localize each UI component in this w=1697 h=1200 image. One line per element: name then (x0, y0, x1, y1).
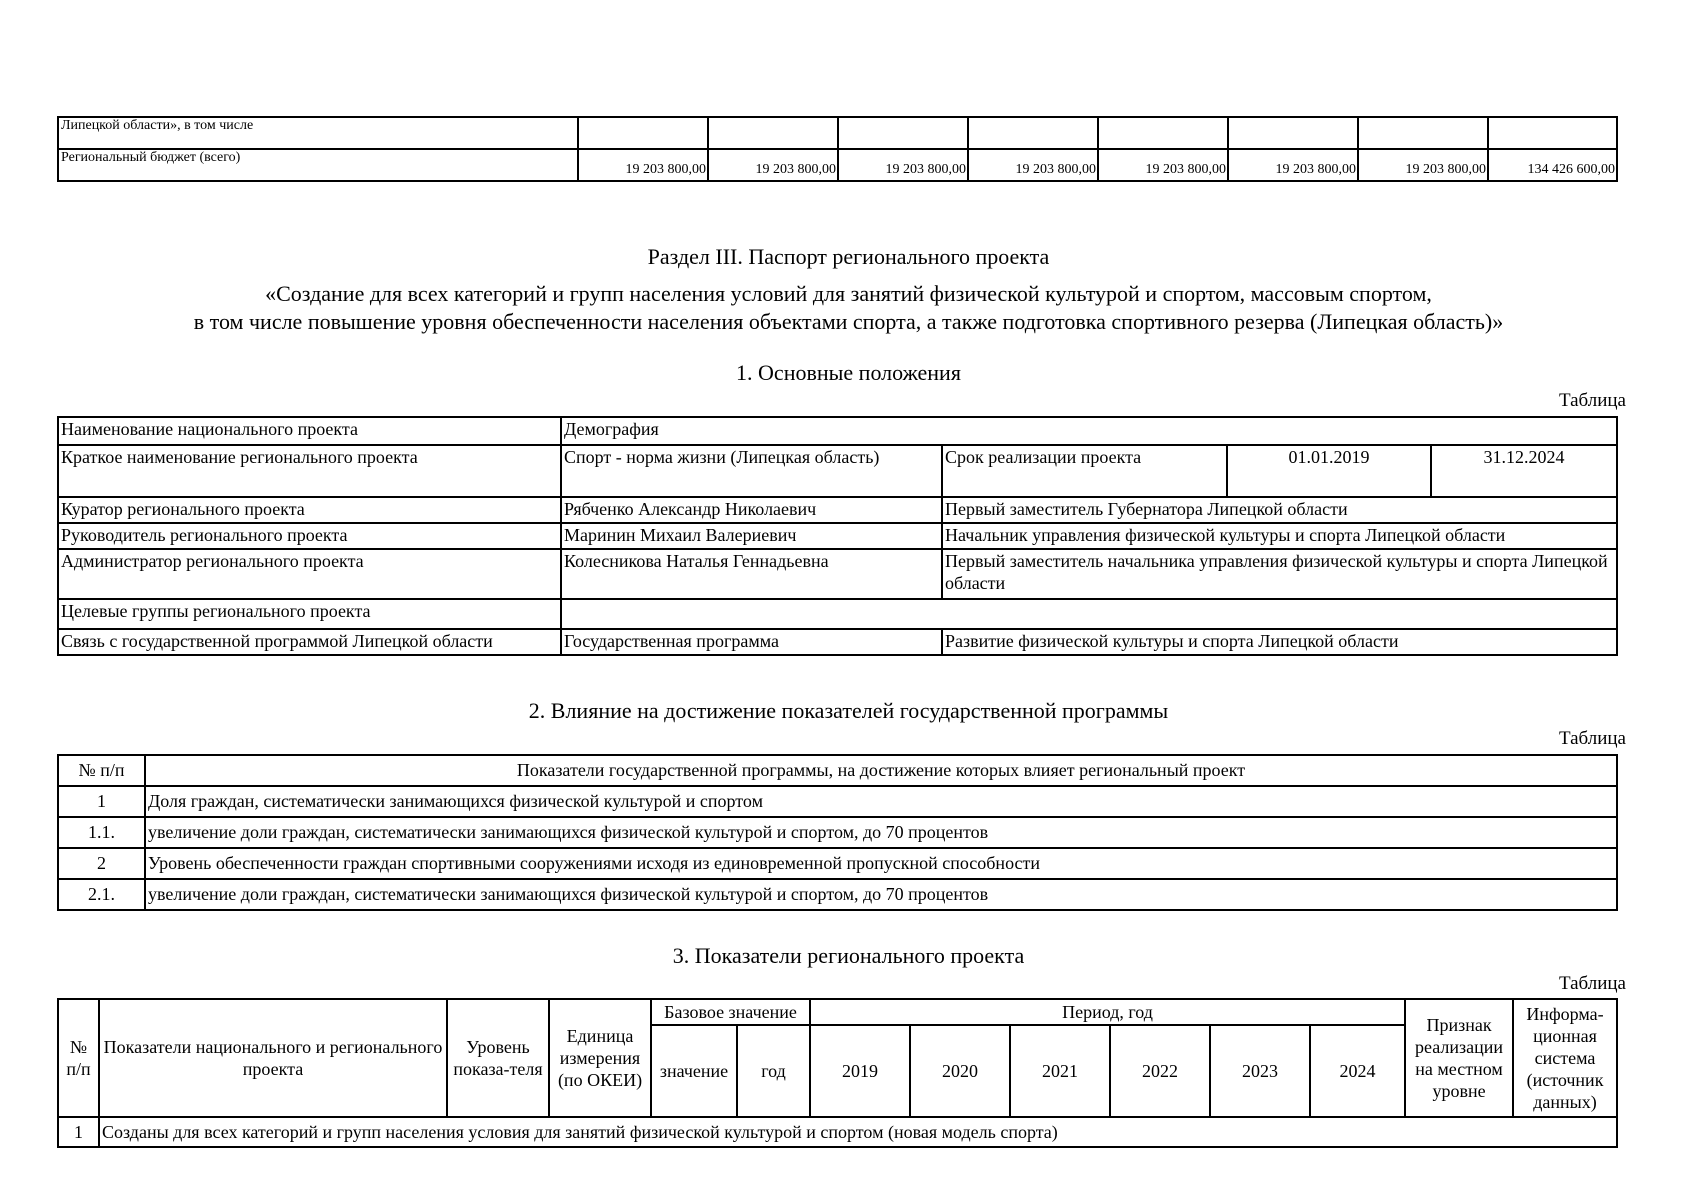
budget-cell (578, 117, 708, 149)
indicators-year: 2024 (1310, 1025, 1405, 1117)
indicators-year: 2023 (1210, 1025, 1310, 1117)
row-text: увеличение доли граждан, систематически занимающихся физической культурой и спортом, до 70 процентов (145, 817, 1617, 848)
program-link-label: Связь с государственной программой Липецкой области (58, 629, 561, 655)
target-groups-value (561, 599, 1617, 629)
influence-header-row (58, 755, 1617, 786)
budget-cell (968, 117, 1098, 149)
admin-name: Колесникова Наталья Геннадьевна (561, 549, 942, 599)
budget-row (58, 117, 1617, 149)
row-text: увеличение доли граждан, систематически занимающихся физической культурой и спортом, до 70 процентов (145, 879, 1617, 910)
budget-cell: 134 426 600,00 (1488, 149, 1617, 181)
provisions-row (58, 523, 1617, 549)
budget-cell (1358, 117, 1488, 149)
budget-cell: 19 203 800,00 (578, 149, 708, 181)
influence-heading: 2. Влияние на достижение показателей государственной программы (528, 698, 1169, 723)
program-name: Развитие физической культуры и спорта Липецкой области (942, 629, 1617, 655)
indicators-col-base-value: значение (651, 1025, 737, 1117)
provisions-row (58, 497, 1617, 523)
indicators-table (57, 998, 1618, 1148)
indicators-year: 2021 (1010, 1025, 1110, 1117)
term-start: 01.01.2019 (1227, 445, 1431, 497)
budget-cell (1228, 117, 1358, 149)
table-row (58, 817, 1617, 848)
indicators-col-local: Признак реализации на местном уровне (1405, 999, 1513, 1117)
admin-label: Администратор регионального проекта (58, 549, 561, 599)
curator-position: Первый заместитель Губернатора Липецкой области (942, 497, 1617, 523)
influence-col-indicators: Показатели государственной программы, на достижение которых влияет региональный проект (145, 755, 1617, 786)
section-title: Раздел III. Паспорт регионального проекта (647, 244, 1050, 269)
table-row (58, 786, 1617, 817)
indicators-col-info: Информа-ционная система (источник данных) (1513, 999, 1617, 1117)
indicators-heading: 3. Показатели регионального проекта (672, 943, 1025, 968)
budget-cell (708, 117, 838, 149)
indicators-col-name: Показатели национального и регионального проекта (99, 999, 447, 1117)
budget-cell: 19 203 800,00 (1098, 149, 1228, 181)
provisions-row (58, 629, 1617, 655)
provisions-row (58, 599, 1617, 629)
row-text: Созданы для всех категорий и групп населения условия для занятий физической культурой и спортом (новая модель спорта) (99, 1117, 1617, 1147)
indicators-col-unit: Единица измерения (по ОКЕИ) (549, 999, 651, 1117)
provisions-table (57, 416, 1618, 656)
influence-col-num: № п/п (58, 755, 145, 786)
row-text: Доля граждан, систематически занимающихся физической культурой и спортом (145, 786, 1617, 817)
influence-caption: Таблица (1558, 728, 1626, 749)
term-label: Срок реализации проекта (942, 445, 1227, 497)
budget-row-label: Липецкой области», в том числе (58, 117, 578, 149)
indicators-col-period: Период, год (810, 999, 1405, 1025)
row-text: Уровень обеспеченности граждан спортивными сооружениями исходя из единовременной пропускной способности (145, 848, 1617, 879)
short-name-value: Спорт - норма жизни (Липецкая область) (561, 445, 942, 497)
indicators-caption: Таблица (1558, 973, 1626, 994)
influence-table (57, 754, 1618, 911)
head-name: Маринин Михаил Валериевич (561, 523, 942, 549)
provisions-row (58, 417, 1617, 445)
curator-name: Рябченко Александр Николаевич (561, 497, 942, 523)
row-number: 1 (58, 786, 145, 817)
provisions-row (58, 445, 1617, 497)
indicators-year: 2019 (810, 1025, 910, 1117)
row-number: 2 (58, 848, 145, 879)
indicators-col-base-year: год (737, 1025, 810, 1117)
head-label: Руководитель регионального проекта (58, 523, 561, 549)
project-name-line2: в том числе повышение уровня обеспеченности населения объектами спорта, а также подготовка спортивного резерва (Липецкая область)» (193, 309, 1504, 334)
admin-position: Первый заместитель начальника управления физической культуры и спорта Липецкой области (942, 549, 1617, 599)
provisions-row (58, 549, 1617, 599)
budget-cell (838, 117, 968, 149)
indicators-col-base: Базовое значение (651, 999, 810, 1025)
table-row (58, 848, 1617, 879)
indicators-year: 2020 (910, 1025, 1010, 1117)
indicators-year: 2022 (1110, 1025, 1210, 1117)
budget-row-label: Региональный бюджет (всего) (58, 149, 578, 181)
budget-cell: 19 203 800,00 (708, 149, 838, 181)
budget-cell (1488, 117, 1617, 149)
indicators-col-num: № п/п (58, 999, 99, 1117)
provisions-caption: Таблица (1558, 390, 1626, 411)
project-name-line1: «Создание для всех категорий и групп населения условий для занятий физической культурой и спортом, массовым спортом, (265, 281, 1432, 306)
row-number: 1.1. (58, 817, 145, 848)
indicators-col-level: Уровень показа-теля (447, 999, 549, 1117)
indicators-header-row (58, 999, 1617, 1025)
budget-cell: 19 203 800,00 (1228, 149, 1358, 181)
budget-cell (1098, 117, 1228, 149)
budget-cell: 19 203 800,00 (838, 149, 968, 181)
program-type: Государственная программа (561, 629, 942, 655)
table-row (58, 1117, 1617, 1147)
provisions-heading: 1. Основные положения (736, 360, 961, 385)
curator-label: Куратор регионального проекта (58, 497, 561, 523)
table-row (58, 879, 1617, 910)
short-name-label: Краткое наименование регионального проекта (58, 445, 561, 497)
head-position: Начальник управления физической культуры и спорта Липецкой области (942, 523, 1617, 549)
target-groups-label: Целевые группы регионального проекта (58, 599, 561, 629)
budget-cell: 19 203 800,00 (1358, 149, 1488, 181)
budget-row (58, 149, 1617, 181)
national-project-label: Наименование национального проекта (58, 417, 561, 445)
budget-table (57, 116, 1618, 182)
budget-cell: 19 203 800,00 (968, 149, 1098, 181)
national-project-value: Демография (561, 417, 1617, 445)
row-number: 2.1. (58, 879, 145, 910)
row-number: 1 (58, 1117, 99, 1147)
term-end: 31.12.2024 (1431, 445, 1617, 497)
